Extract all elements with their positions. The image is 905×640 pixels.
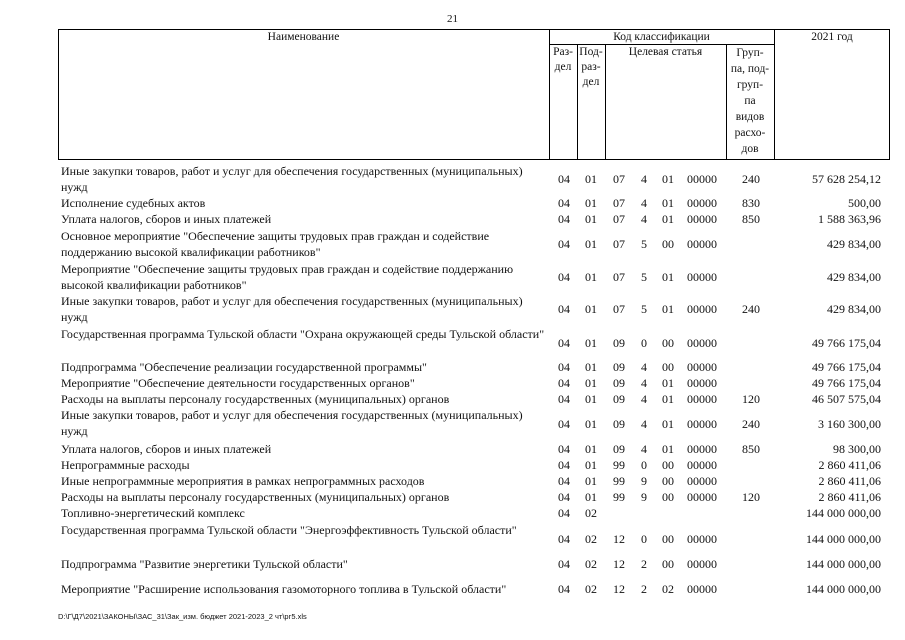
header-group-line: груп- [736, 79, 764, 91]
row-name: Топливно-энергетический комплекс [61, 506, 245, 520]
row-expense-group: 830 [742, 196, 760, 210]
row-target-event: 01 [662, 376, 674, 390]
row-target-event: 01 [662, 417, 674, 431]
row-target-program: 07 [613, 212, 625, 226]
row-name: Иные закупки товаров, работ и услуг для обеспечения государственных (муниципальных) нужд [61, 164, 523, 194]
row-amount: 144 000 000,00 [806, 506, 881, 520]
header-razdel-line: Раз- [553, 46, 573, 58]
row-amount: 46 507 575,04 [812, 392, 881, 406]
row-name: Расходы на выплаты персоналу государственных (муниципальных) органов [61, 490, 450, 504]
row-target-event: 01 [662, 212, 674, 226]
row-name: Подпрограмма "Развитие энергетики Тульской области" [61, 557, 348, 571]
header-razdel [549, 45, 577, 75]
row-target-direction: 00000 [687, 172, 717, 186]
row-razdel: 04 [558, 474, 570, 488]
row-target-program: 09 [613, 417, 625, 431]
row-name: Уплата налогов, сборов и иных платежей [61, 442, 272, 456]
header-group-line: Груп- [736, 47, 764, 59]
row-target-subprogram: 9 [641, 490, 647, 504]
row-name: Иные непрограммные мероприятия в рамках непрограммных расходов [61, 474, 425, 488]
header-divider [605, 44, 606, 160]
row-amount: 98 300,00 [833, 442, 881, 456]
row-target-program: 99 [613, 490, 625, 504]
row-target-event: 00 [662, 458, 674, 472]
row-target-event: 01 [662, 196, 674, 210]
row-target-direction: 00000 [687, 392, 717, 406]
row-target-subprogram: 0 [641, 336, 647, 350]
row-podrazdel: 01 [585, 196, 597, 210]
row-target-subprogram: 2 [641, 582, 647, 596]
row-target-program: 07 [613, 237, 625, 251]
row-target-event: 01 [662, 392, 674, 406]
row-podrazdel: 01 [585, 417, 597, 431]
row-amount: 3 160 300,00 [818, 417, 881, 431]
row-target-direction: 00000 [687, 302, 717, 316]
row-target-direction: 00000 [687, 474, 717, 488]
row-podrazdel: 01 [585, 212, 597, 226]
row-target-direction: 00000 [687, 376, 717, 390]
row-target-program: 99 [613, 474, 625, 488]
row-razdel: 04 [558, 458, 570, 472]
row-target-direction: 00000 [687, 532, 717, 546]
row-target-direction: 00000 [687, 212, 717, 226]
row-name: Мероприятие "Обеспечение защиты трудовых прав граждан и содействие поддержанию высокой квалификации работников" [61, 262, 514, 292]
row-name: Основное мероприятие "Обеспечение защиты трудовых прав граждан и содействие поддержанию высокой квалификации работников" [61, 229, 490, 259]
row-target-event: 00 [662, 532, 674, 546]
row-razdel: 04 [558, 532, 570, 546]
row-target-event: 00 [662, 490, 674, 504]
row-target-program: 07 [613, 302, 625, 316]
file-path-footer: D:\Г\Д7\2021\ЗАКОНЫ\ЗАС_31\Зак_изм. бюджет 2021-2023_2 чт\рг5.xls [58, 612, 307, 621]
row-razdel: 04 [558, 237, 570, 251]
row-target-event: 01 [662, 172, 674, 186]
row-podrazdel: 01 [585, 458, 597, 472]
row-target-subprogram: 5 [641, 270, 647, 284]
row-target-direction: 00000 [687, 442, 717, 456]
row-podrazdel: 01 [585, 442, 597, 456]
row-target-event: 00 [662, 557, 674, 571]
header-group-line: видов [735, 111, 765, 123]
row-amount: 429 834,00 [827, 237, 881, 251]
row-target-subprogram: 4 [641, 212, 647, 226]
row-podrazdel: 01 [585, 474, 597, 488]
row-name: Мероприятие "Расширение использования газомоторного топлива в Тульской области" [61, 582, 507, 596]
row-target-program: 12 [613, 532, 625, 546]
row-target-program: 12 [613, 582, 625, 596]
row-target-program: 09 [613, 336, 625, 350]
row-podrazdel: 01 [585, 490, 597, 504]
row-target-subprogram: 5 [641, 237, 647, 251]
row-expense-group: 240 [742, 172, 760, 186]
row-target-event: 01 [662, 270, 674, 284]
row-expense-group: 850 [742, 442, 760, 456]
row-target-event: 02 [662, 582, 674, 596]
row-amount: 2 860 411,06 [818, 490, 881, 504]
row-razdel: 04 [558, 360, 570, 374]
row-name: Подпрограмма "Обеспечение реализации государственной программы" [61, 360, 427, 374]
row-target-program: 09 [613, 376, 625, 390]
row-amount: 57 628 254,12 [812, 172, 881, 186]
row-name: Иные закупки товаров, работ и услуг для обеспечения государственных (муниципальных) нужд [61, 294, 523, 324]
header-year: 2021 год [811, 31, 853, 43]
row-podrazdel: 01 [585, 360, 597, 374]
header-group-line: расхо- [734, 127, 766, 139]
header-classification: Код классификации [613, 31, 710, 43]
row-target-program: 07 [613, 270, 625, 284]
row-target-subprogram: 4 [641, 360, 647, 374]
row-target-subprogram: 5 [641, 302, 647, 316]
row-target-program: 09 [613, 442, 625, 456]
row-amount: 49 766 175,04 [812, 336, 881, 350]
header-divider [774, 29, 775, 160]
header-podrazdel-line: раз- [581, 61, 601, 73]
row-podrazdel: 01 [585, 237, 597, 251]
row-amount: 144 000 000,00 [806, 532, 881, 546]
row-target-direction: 00000 [687, 360, 717, 374]
row-podrazdel: 02 [585, 582, 597, 596]
row-target-event: 00 [662, 237, 674, 251]
row-target-direction: 00000 [687, 490, 717, 504]
row-expense-group: 240 [742, 302, 760, 316]
row-target-subprogram: 9 [641, 474, 647, 488]
row-podrazdel: 01 [585, 302, 597, 316]
row-razdel: 04 [558, 490, 570, 504]
header-target-article: Целевая статья [628, 46, 703, 58]
row-name: Государственная программа Тульской области "Энергоэффективность Тульской области" [61, 523, 517, 537]
row-name: Государственная программа Тульской области "Охрана окружающей среды Тульской области" [61, 327, 545, 341]
row-target-event: 01 [662, 302, 674, 316]
row-podrazdel: 01 [585, 336, 597, 350]
row-expense-group: 120 [742, 392, 760, 406]
row-target-subprogram: 4 [641, 417, 647, 431]
row-target-program: 99 [613, 458, 625, 472]
row-expense-group: 240 [742, 417, 760, 431]
header-group [726, 45, 774, 157]
row-razdel: 04 [558, 557, 570, 571]
row-target-subprogram: 2 [641, 557, 647, 571]
row-amount: 144 000 000,00 [806, 557, 881, 571]
header-razdel-line: дел [554, 61, 572, 73]
row-target-subprogram: 4 [641, 196, 647, 210]
row-amount: 144 000 000,00 [806, 582, 881, 596]
row-razdel: 04 [558, 212, 570, 226]
row-target-program: 12 [613, 557, 625, 571]
header-group-line: па [744, 95, 756, 107]
row-amount: 500,00 [848, 196, 881, 210]
row-target-program: 09 [613, 392, 625, 406]
row-podrazdel: 02 [585, 506, 597, 520]
page-number: 21 [447, 13, 458, 25]
header-podrazdel-line: дел [582, 76, 600, 88]
row-podrazdel: 02 [585, 532, 597, 546]
row-target-subprogram: 4 [641, 392, 647, 406]
header-group-line: дов [741, 143, 759, 155]
row-name: Мероприятие "Обеспечение деятельности государственных органов" [61, 376, 415, 390]
row-razdel: 04 [558, 442, 570, 456]
row-target-program: 07 [613, 196, 625, 210]
row-razdel: 04 [558, 582, 570, 596]
row-target-subprogram: 4 [641, 172, 647, 186]
row-target-event: 00 [662, 474, 674, 488]
header-name: Наименование [267, 31, 340, 43]
row-amount: 2 860 411,06 [818, 474, 881, 488]
row-expense-group: 850 [742, 212, 760, 226]
row-razdel: 04 [558, 392, 570, 406]
row-podrazdel: 01 [585, 172, 597, 186]
row-target-subprogram: 0 [641, 532, 647, 546]
row-name: Иные закупки товаров, работ и услуг для обеспечения государственных (муниципальных) нужд [61, 408, 523, 438]
row-podrazdel: 02 [585, 557, 597, 571]
row-name: Расходы на выплаты персоналу государственных (муниципальных) органов [61, 392, 450, 406]
row-amount: 429 834,00 [827, 270, 881, 284]
row-razdel: 04 [558, 270, 570, 284]
row-target-event: 01 [662, 442, 674, 456]
row-razdel: 04 [558, 172, 570, 186]
row-razdel: 04 [558, 196, 570, 210]
row-target-direction: 00000 [687, 458, 717, 472]
row-target-subprogram: 4 [641, 376, 647, 390]
row-amount: 49 766 175,04 [812, 360, 881, 374]
row-razdel: 04 [558, 336, 570, 350]
row-target-subprogram: 0 [641, 458, 647, 472]
row-podrazdel: 01 [585, 376, 597, 390]
row-name: Уплата налогов, сборов и иных платежей [61, 212, 272, 226]
header-podrazdel-line: Под- [579, 46, 603, 58]
row-razdel: 04 [558, 506, 570, 520]
row-target-direction: 00000 [687, 196, 717, 210]
row-target-direction: 00000 [687, 237, 717, 251]
row-podrazdel: 01 [585, 270, 597, 284]
row-target-direction: 00000 [687, 582, 717, 596]
row-amount: 49 766 175,04 [812, 376, 881, 390]
row-target-event: 00 [662, 336, 674, 350]
row-target-event: 00 [662, 360, 674, 374]
row-razdel: 04 [558, 417, 570, 431]
row-razdel: 04 [558, 376, 570, 390]
row-amount: 429 834,00 [827, 302, 881, 316]
row-amount: 1 588 363,96 [818, 212, 881, 226]
row-target-program: 09 [613, 360, 625, 374]
header-podrazdel [577, 45, 605, 90]
row-target-direction: 00000 [687, 417, 717, 431]
row-target-direction: 00000 [687, 270, 717, 284]
row-target-direction: 00000 [687, 336, 717, 350]
row-name: Исполнение судебных актов [61, 196, 206, 210]
row-podrazdel: 01 [585, 392, 597, 406]
row-target-direction: 00000 [687, 557, 717, 571]
row-expense-group: 120 [742, 490, 760, 504]
row-razdel: 04 [558, 302, 570, 316]
row-name: Непрограммные расходы [61, 458, 190, 472]
header-group-line: па, под- [730, 63, 770, 75]
row-target-program: 07 [613, 172, 625, 186]
row-amount: 2 860 411,06 [818, 458, 881, 472]
row-target-subprogram: 4 [641, 442, 647, 456]
